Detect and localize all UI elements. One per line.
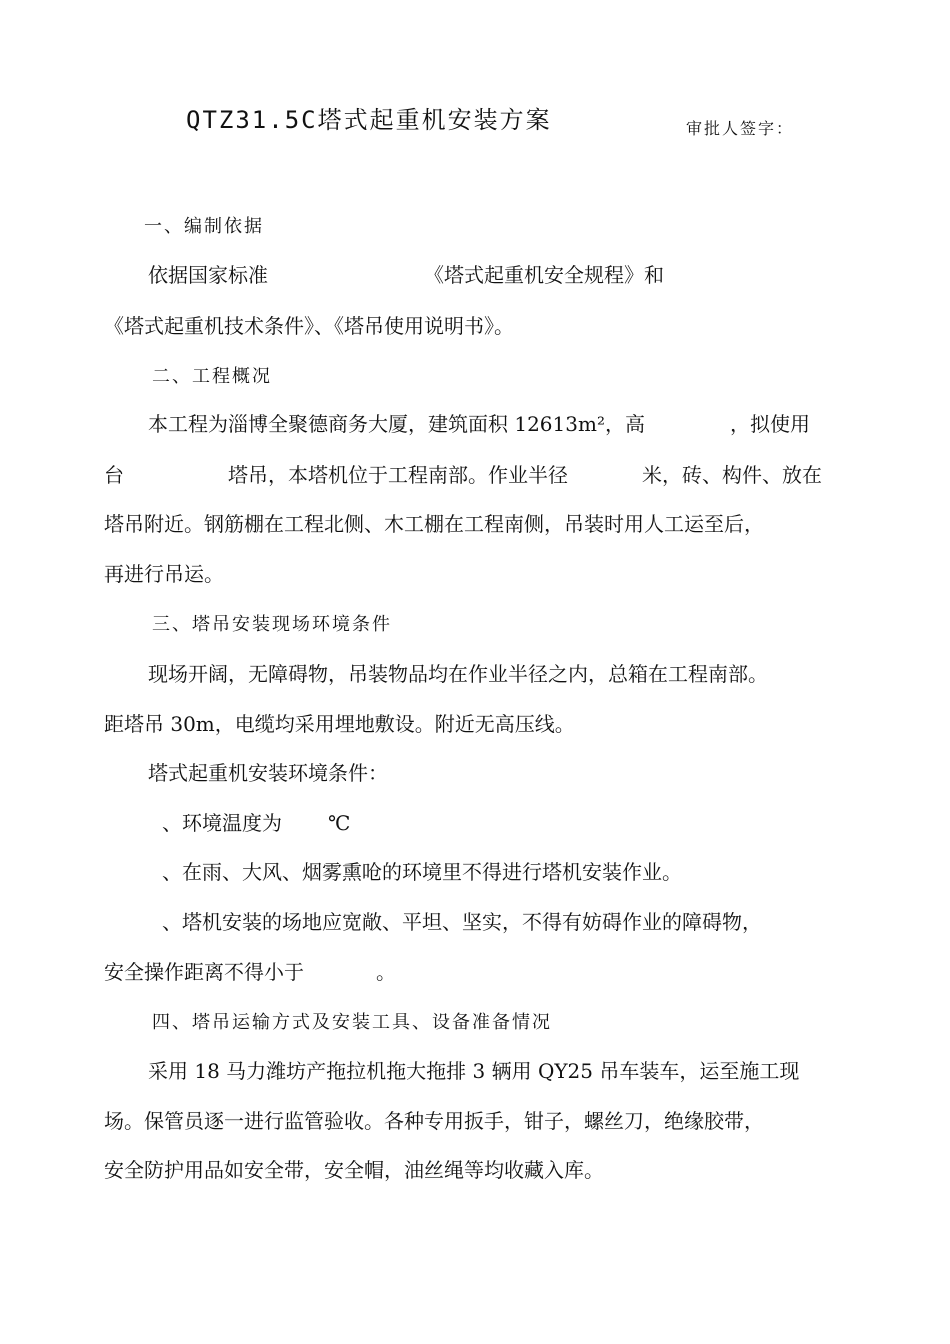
paragraph-line: 本工程为淄博全聚德商务大厦，建筑面积 12613m²，高 — [148, 412, 645, 436]
paragraph-line: 采用 18 马力潍坊产拖拉机拖大拖排 3 辆用 QY25 吊车装车，运至施工现 — [148, 1059, 800, 1083]
paragraph-line: 依据国家标准 — [148, 263, 268, 287]
paragraph-line: 场。保管员逐一进行监管验收。各种专用扳手，钳子，螺丝刀，绝缘胶带， — [104, 1109, 764, 1133]
section-heading-site-conditions: 三、塔吊安装现场环境条件 — [152, 614, 392, 635]
list-item: 、在雨、大风、烟雾熏呛的环境里不得进行塔机安装作业。 — [162, 860, 682, 884]
approver-signature-label: 审批人签字： — [686, 119, 795, 138]
paragraph-line: 安全操作距离不得小于 — [104, 960, 304, 984]
section-heading-overview: 二、工程概况 — [152, 366, 272, 387]
section-heading-basis: 一、编制依据 — [144, 216, 264, 237]
paragraph-line: 塔式起重机安装环境条件： — [148, 761, 388, 785]
paragraph-line: 距塔吊 30m，电缆均采用埋地敷设。附近无高压线。 — [104, 712, 575, 736]
paragraph-line: 《塔式起重机技术条件》、《塔吊使用说明书》。 — [104, 314, 514, 338]
section-heading-transport-tools: 四、塔吊运输方式及安装工具、设备准备情况 — [152, 1012, 552, 1033]
paragraph-line: 。 — [376, 960, 396, 984]
paragraph-line: ，拟使用 — [730, 412, 810, 436]
paragraph-line: 再进行吊运。 — [104, 562, 224, 586]
list-item: ℃ — [328, 811, 351, 835]
paragraph-line: 《塔式起重机安全规程》和 — [424, 263, 664, 287]
paragraph-line: 现场开阔，无障碍物，吊装物品均在作业半径之内，总箱在工程南部。 — [148, 662, 768, 686]
paragraph-line: 米，砖、构件、放在 — [642, 463, 822, 487]
paragraph-line: 塔吊附近。钢筋棚在工程北侧、木工棚在工程南侧，吊装时用人工运至后， — [104, 512, 764, 536]
list-item: 、环境温度为 — [162, 811, 282, 835]
paragraph-line: 安全防护用品如安全带，安全帽，油丝绳等均收藏入库。 — [104, 1158, 604, 1182]
paragraph-line: 台 — [104, 463, 124, 487]
list-item: 、塔机安装的场地应宽敞、平坦、坚实，不得有妨碍作业的障碍物， — [162, 910, 762, 934]
document-title: QTZ31.5C塔式起重机安装方案 — [186, 106, 552, 134]
paragraph-line: 塔吊，本塔机位于工程南部。作业半径 — [228, 463, 568, 487]
